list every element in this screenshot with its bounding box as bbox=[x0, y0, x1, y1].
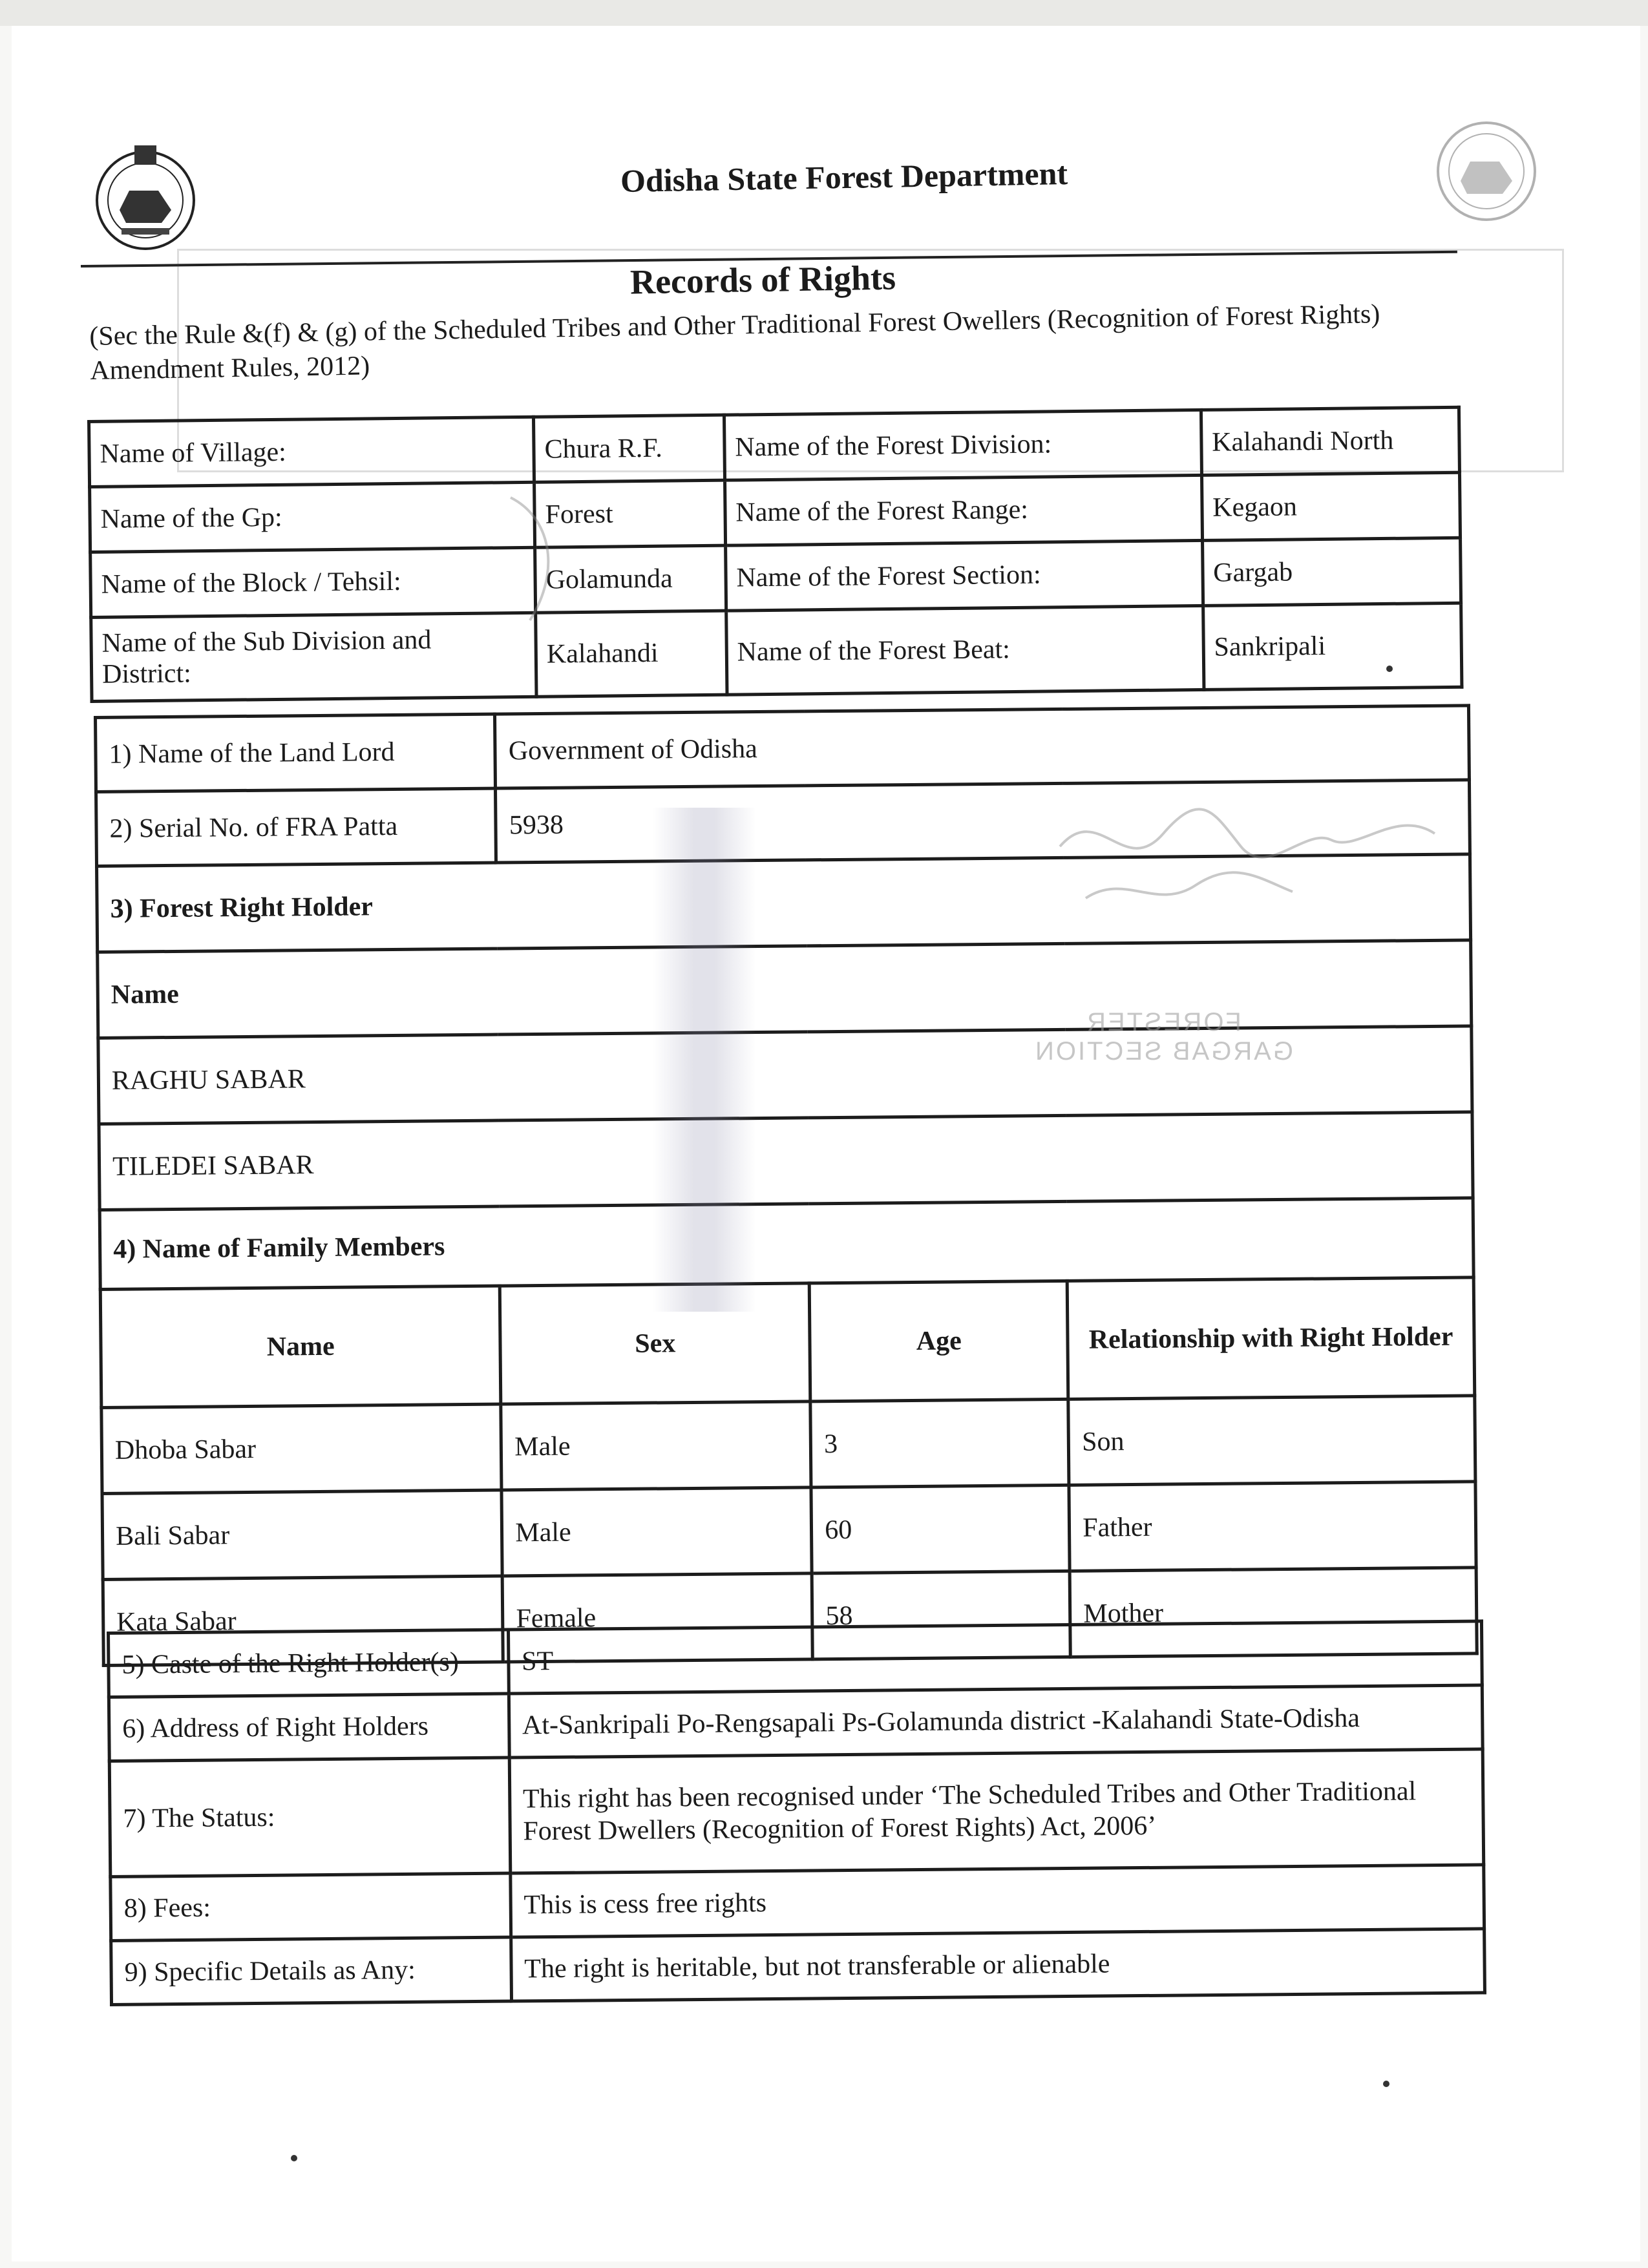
member-sex: Female bbox=[502, 1573, 812, 1662]
caste-value: ST bbox=[508, 1621, 1482, 1694]
member-sex: Male bbox=[501, 1402, 811, 1490]
serial-value: 5938 bbox=[496, 780, 1470, 863]
status-line: This right has been recognised under ‘The Scheduled Tribes and Other Traditional bbox=[522, 1776, 1417, 1814]
member-name: Dhoba Sabar bbox=[101, 1404, 502, 1493]
village-label: Name of Village: bbox=[89, 417, 534, 487]
fees-value: This is cess free rights bbox=[511, 1865, 1484, 1937]
table-row bbox=[109, 1685, 1483, 1761]
stamp-line: GARGAB SECTION bbox=[1033, 1037, 1294, 1066]
member-name: Kata Sabar bbox=[103, 1576, 503, 1665]
member-age: 58 bbox=[812, 1571, 1070, 1659]
forest-range-value: Kegaon bbox=[1201, 472, 1460, 540]
subdivision-label: Name of the Sub Division and District: bbox=[91, 613, 536, 701]
table-row bbox=[100, 1198, 1474, 1290]
table-row bbox=[111, 1929, 1485, 2005]
rule-reference: (Sec the Rule &(f) & (g) of the Scheduled Tribes and Other Traditional Forest Owellers (Recognition of Forest Rights) Amendment Rules, 2012) bbox=[89, 299, 1380, 386]
member-age: 60 bbox=[811, 1485, 1070, 1573]
serial-label: 2) Serial No. of FRA Patta bbox=[96, 788, 496, 866]
table-row bbox=[111, 1865, 1484, 1941]
gp-label: Name of the Gp: bbox=[90, 482, 535, 552]
forest-division-value: Kalahandi North bbox=[1201, 407, 1459, 475]
land-lord-label: 1) Name of the Land Lord bbox=[96, 714, 496, 792]
status-label: 7) The Status: bbox=[109, 1758, 510, 1876]
forest-beat-value: Sankripali bbox=[1203, 603, 1462, 689]
member-name: Bali Sabar bbox=[102, 1490, 502, 1579]
member-sex: Male bbox=[502, 1487, 812, 1576]
odisha-emblem-icon bbox=[90, 139, 200, 262]
status-value bbox=[509, 1749, 1484, 1873]
forest-range-label: Name of the Forest Range: bbox=[724, 475, 1202, 545]
specific-value: The right is heritable, but not transferable or alienable bbox=[511, 1929, 1484, 2001]
ink-smear bbox=[653, 808, 756, 1312]
forest-section-label: Name of the Forest Section: bbox=[725, 540, 1203, 611]
member-relation: Mother bbox=[1070, 1568, 1477, 1657]
table-row bbox=[96, 706, 1470, 792]
caste-label: 5) Caste of the Right Holder(s) bbox=[109, 1630, 509, 1697]
village-value: Chura R.F. bbox=[534, 415, 725, 482]
scan-edge bbox=[0, 0, 1648, 26]
status-line: Forest Dwellers (Recognition of Forest Rights) Act, 2006’ bbox=[523, 1811, 1157, 1847]
address-value: At-Sankripali Po-Rengsapali Ps-Golamunda district -Kalahandi State-Odisha bbox=[509, 1685, 1483, 1758]
scan-speck bbox=[1383, 2081, 1389, 2087]
table-row bbox=[102, 1482, 1476, 1580]
document-title: Records of Rights bbox=[629, 258, 896, 302]
stamp-line: FORESTER bbox=[1085, 1008, 1241, 1036]
handwritten-signature bbox=[1047, 788, 1448, 918]
forest-section-value: Gargab bbox=[1202, 538, 1461, 605]
scan-speck bbox=[291, 2155, 297, 2161]
block-value: Golamunda bbox=[535, 545, 726, 613]
forester-stamp bbox=[1008, 1008, 1318, 1137]
holder-name: RAGHU SABAR bbox=[98, 1026, 1472, 1124]
handwritten-mark bbox=[491, 491, 582, 640]
column-header-name: Name bbox=[100, 1286, 501, 1407]
column-header-sex: Sex bbox=[500, 1283, 810, 1404]
specific-label: 9) Specific Details as Any: bbox=[111, 1937, 512, 2004]
table-row bbox=[109, 1621, 1483, 1697]
fees-label: 8) Fees: bbox=[111, 1873, 511, 1940]
odisha-emblem-ghost-icon bbox=[1431, 110, 1541, 233]
block-label: Name of the Block / Tehsil: bbox=[90, 547, 536, 617]
forest-beat-label: Name of the Forest Beat: bbox=[726, 605, 1203, 694]
forest-division-label: Name of the Forest Division: bbox=[724, 410, 1201, 480]
table-row bbox=[101, 1396, 1475, 1494]
name-heading: Name bbox=[98, 940, 1472, 1038]
member-relation: Son bbox=[1068, 1396, 1475, 1485]
gp-value: Forest bbox=[534, 480, 726, 547]
scan-speck bbox=[1386, 666, 1393, 672]
holder-name: TILEDEI SABAR bbox=[99, 1112, 1473, 1210]
table-row bbox=[91, 603, 1462, 701]
column-header-relationship: Relationship with Right Holder bbox=[1067, 1277, 1474, 1399]
subdivision-value: Kalahandi bbox=[536, 611, 727, 697]
table-row bbox=[109, 1749, 1483, 1877]
address-label: 6) Address of Right Holders bbox=[109, 1694, 509, 1761]
column-header-age: Age bbox=[809, 1281, 1068, 1401]
department-title: Odisha State Forest Department bbox=[620, 154, 1068, 200]
table-header-row bbox=[100, 1277, 1475, 1408]
member-age: 3 bbox=[810, 1399, 1069, 1487]
right-holder-heading: 3) Forest Right Holder bbox=[97, 854, 1471, 952]
details-table bbox=[107, 1619, 1486, 2006]
location-table bbox=[87, 406, 1463, 703]
family-heading: 4) Name of Family Members bbox=[100, 1198, 1474, 1290]
member-relation: Father bbox=[1069, 1482, 1476, 1571]
land-lord-value: Government of Odisha bbox=[495, 706, 1470, 788]
